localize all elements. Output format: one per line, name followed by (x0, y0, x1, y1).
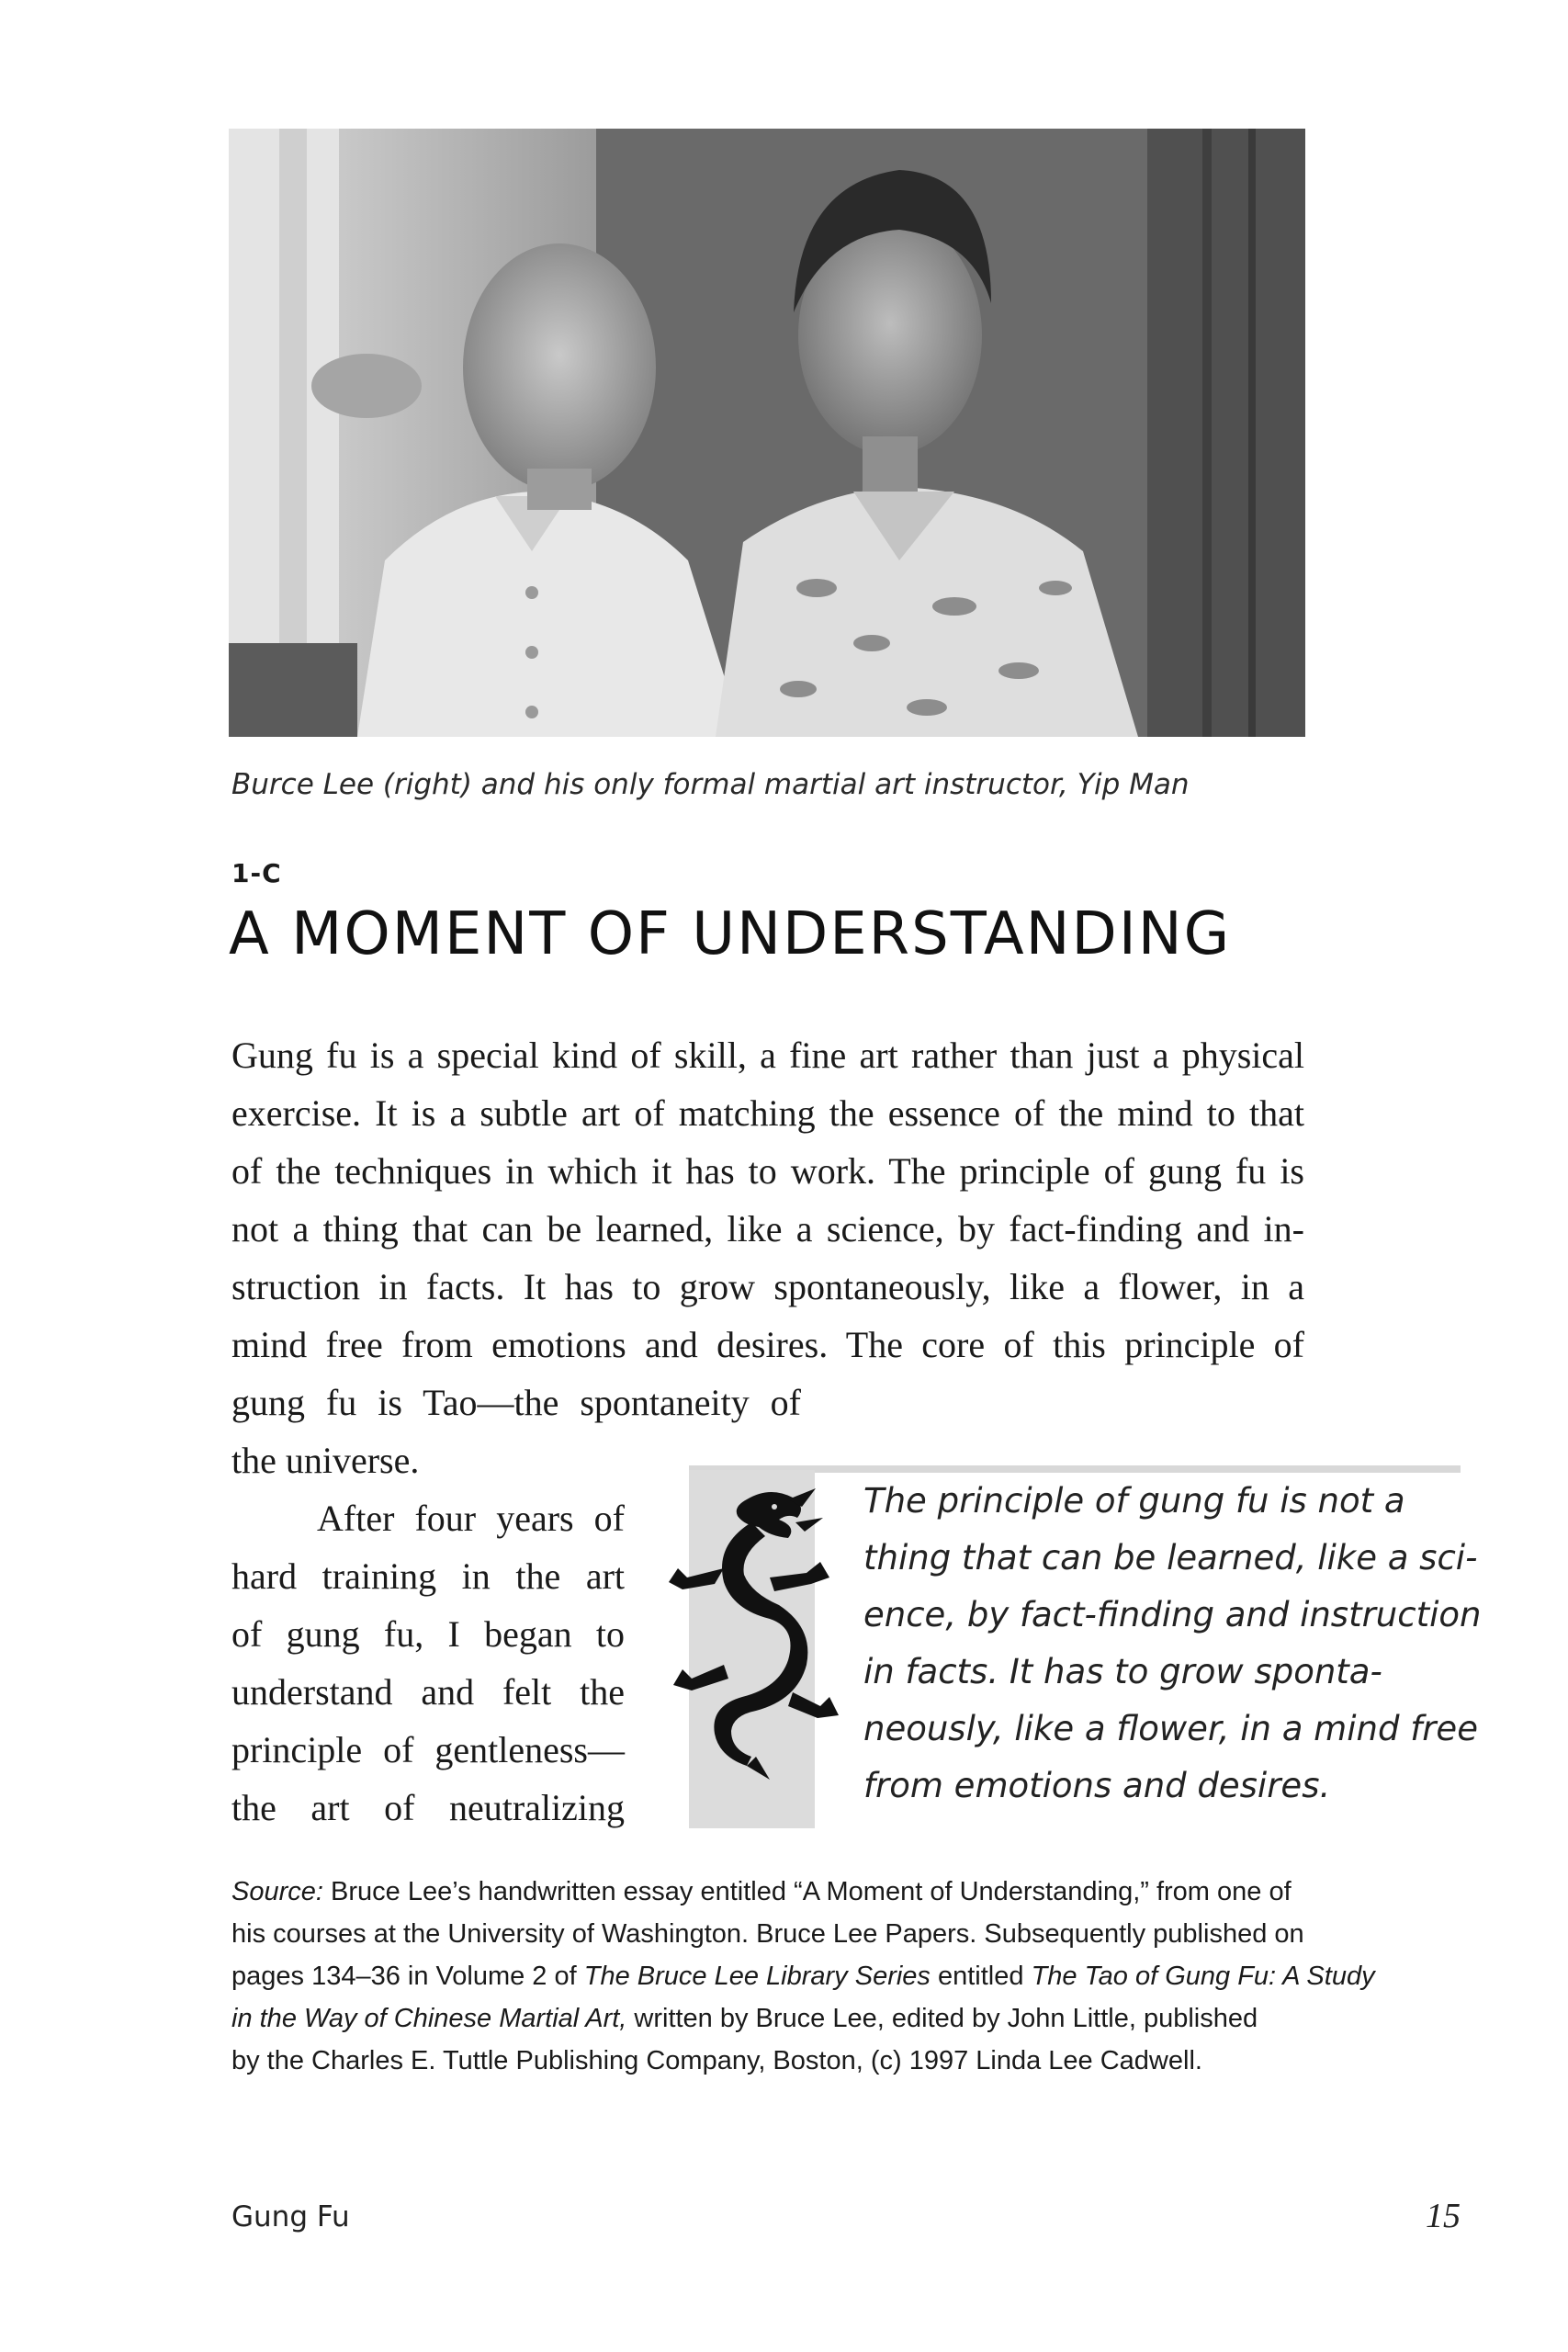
source-book-title: in the Way of Chinese Martial Art, (231, 2004, 627, 2033)
source-note-line: by the Charles E. Tuttle Publishing Company, Boston, (c) 1997 Linda Lee Cadwell. (231, 2046, 1202, 2075)
body-line: mind free from emotions and desires. The core of this principle of (231, 1324, 1304, 1365)
body-line: the art of neutralizing (231, 1787, 625, 1828)
body-line: gung fu is Tao—the spontaneity of (231, 1382, 801, 1423)
source-series-title: The Bruce Lee Library Series (583, 1962, 931, 1991)
pull-quote-line: from emotions and desires. (863, 1766, 1331, 1805)
running-title: Gung Fu (231, 2200, 350, 2233)
pull-quote-line: ence, by fact-finding and instruction (863, 1595, 1482, 1634)
photo-illustration (229, 129, 1305, 737)
pull-quote-line: thing that can be learned, like a sci- (863, 1538, 1478, 1577)
source-text: written by Bruce Lee, edited by John Little, published (626, 2004, 1258, 2033)
source-note-line (231, 1877, 1292, 1907)
body-line: Gung fu is a special kind of skill, a fine art rather than just a physical (231, 1035, 1304, 1076)
source-book-title: The Tao of Gung Fu: A Study (1031, 1962, 1375, 1991)
body-line: After four years of (317, 1498, 625, 1539)
body-line: hard training in the art (231, 1555, 625, 1597)
section-number: 1-C (231, 858, 282, 888)
source-note-line (231, 1962, 1375, 1992)
body-line: understand and felt the (231, 1671, 625, 1713)
photo-yip-man-and-bruce-lee (229, 129, 1305, 737)
source-note-line: his courses at the University of Washington. Bruce Lee Papers. Subsequently published on (231, 1919, 1304, 1949)
body-line: exercise. It is a subtle art of matching the essence of the mind to that (231, 1092, 1304, 1134)
source-text: Bruce Lee’s handwritten essay entitled “A Moment of Understanding,” from one of (322, 1877, 1292, 1906)
pull-quote-line: in facts. It has to grow sponta- (863, 1652, 1382, 1691)
dragon-icon (660, 1481, 843, 1784)
body-line: of gung fu, I began to (231, 1613, 625, 1655)
body-line: struction in facts. It has to grow spontaneously, like a flower, in a (231, 1266, 1304, 1307)
source-label: Source: (231, 1877, 323, 1906)
body-line: not a thing that can be learned, like a science, by fact-finding and in- (231, 1208, 1304, 1250)
source-note-line (231, 2004, 1258, 2034)
source-text: entitled (930, 1962, 1032, 1991)
pull-quote-line: neously, like a flower, in a mind free (863, 1709, 1478, 1748)
source-text: pages 134–36 in Volume 2 of (231, 1962, 584, 1991)
page-number: 15 (1426, 2197, 1461, 2235)
page-title: A MOMENT OF UNDERSTANDING (229, 900, 1232, 968)
photo-caption: Burce Lee (right) and his only formal martial art instructor, Yip Man (231, 768, 1190, 801)
body-line: of the techniques in which it has to work. The principle of gung fu is (231, 1150, 1304, 1192)
body-line: principle of gentleness— (231, 1729, 625, 1770)
body-line: the universe. (231, 1440, 420, 1481)
pull-quote-line: The principle of gung fu is not a (863, 1481, 1405, 1521)
